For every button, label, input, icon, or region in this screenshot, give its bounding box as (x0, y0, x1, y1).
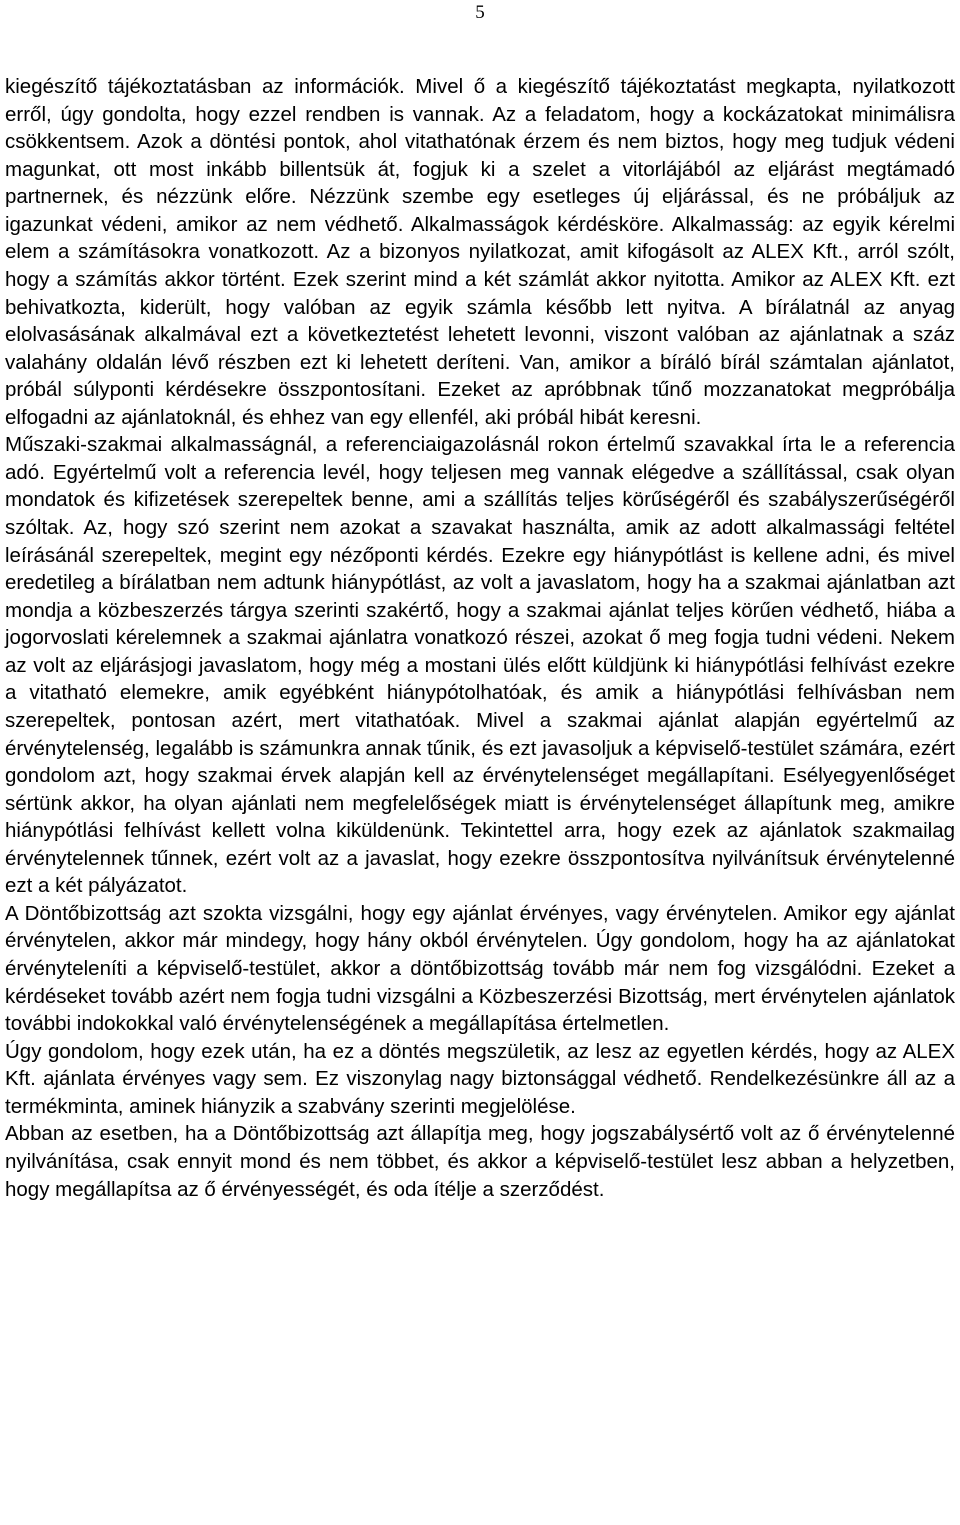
paragraph: A Döntőbizottság azt szokta vizsgálni, hogy egy ajánlat érvényes, vagy érvénytelen. Amikor egy ajánlat érvénytelen, akkor már mindegy, hogy hány okból érvénytelen. Úgy gondolom, hogy ha az ajánlatokat érvényteleníti a képviselő-testület, akkor a döntőbizottság tovább már nem fog vizsgálódni. Ezeket a kérdéseket tovább azért nem fogja tudni vizsgálni a Közbeszerzési Bizottság, mert érvénytelen ajánlatok további indokokkal való érvénytelenségének a megállapítása értelmetlen. (5, 901, 955, 1036)
paragraph: Abban az esetben, ha a Döntőbizottság azt állapítja meg, hogy jogszabálysértő volt az ő érvénytelenné nyilvánítása, csak ennyit mond és nem többet, és akkor a képviselő-testület lesz abban a helyzetben, hogy megállapítsa az ő érvényességét, és oda ítélje a szerződést. (5, 1122, 955, 1201)
paragraph: Műszaki-szakmai alkalmasságnál, a referenciaigazolásnál rokon értelmű szavakkal írta le a referencia adó. Egyértelmű volt a referencia levél, hogy teljesen meg vannak elégedve a szállítással, csak olyan mondatok és kifizetések szerepeltek benne, ami a szállítás teljes körűségéről és szabályszerűségéről szóltak. Az, hogy szó szerint nem azokat a szavakat használta, amik az adott alkalmassági feltétel leírásánál szerepeltek, megint egy nézőponti kérdés. Ezekre egy hiánypótlást is kellene adni, és mivel eredetileg a bírálatban nem adtunk hiánypótlást, az volt a javaslatom, hogy ha a szakmai ajánlatban azt mondja a közbeszerzés tárgya szerinti szakértő, hogy a szakmai ajánlat teljes körűen védhető, hiába a jogorvoslati kérelemnek a szakmai ajánlatra vonatkozó részei, azokat ő meg fogja tudni védeni. Nekem az volt az eljárásjogi javaslatom, hogy még a mostani ülés előtt küldjünk ki hiánypótlási felhívást ezekre a vitatható elemekre, amik egyébként hiánypótolhatóak, és amik a hiánypótlási felhívásban nem szerepeltek, pontosan azért, mert vitathatóak. Mivel a szakmai ajánlat alapján egyértelmű az érvénytelenség, legalább is számunkra annak tűnik, és ezt javasoljuk a képviselő-testület számára, ezért gondolom azt, hogy szakmai érvek alapján kell az érvénytelenséget megállapítani. Esélyegyenlőséget sértünk akkor, ha olyan ajánlati nem megfelelőségek miatt is érvénytelenséget állapítunk meg, amikre hiánypótlási felhívást kellett volna kiküldenünk. Tekintettel arra, hogy ezek az ajánlatok szakmailag érvénytelennek tűnnek, ezért volt az a javaslat, hogy ezekre összpontosítva nyilvánítsuk érvénytelenné ezt a két pályázatot. (5, 433, 955, 898)
page-number: 5 (475, 2, 485, 23)
paragraph: Úgy gondolom, hogy ezek után, ha ez a döntés megszületik, az lesz az egyetlen kérdés, hogy az ALEX Kft. ajánlata érvényes vagy sem. Ez viszonylag nagy biztonsággal védhető. Rendelkezésünkre áll az a termékminta, aminek hiányzik a szabvány szerinti megjelölése. (5, 1039, 955, 1118)
paragraph: kiegészítő tájékoztatásban az információk. Mivel ő a kiegészítő tájékoztatást megkapta, nyilatkozott erről, úgy gondolta, hogy ezzel rendben is vannak. Az a feladatom, hogy a kockázatokat minimálisra csökkentsem. Azok a döntési pontok, ahol vitathatónak érzem és nem biztos, hogy meg tudjuk védeni magunkat, ott most inkább billentsük át, fogjuk ki a szelet a vitorlájából az eljárást megtámadó partnernek, és nézzünk előre. Nézzünk szembe egy esetleges új eljárással, és ne próbáljuk az igazunkat védeni, amikor az nem védhető. Alkalmasságok kérdésköre. Alkalmasság: az egyik kérelmi elem a számításokra vonatkozott. Az a bizonyos nyilatkozat, amit kifogásolt az ALEX Kft., arról szólt, hogy a számítás akkor történt. Ezek szerint mind a két számlát akkor nyitotta. Amikor az ALEX Kft. ezt behivatkozta, kiderült, hogy valóban az egyik számla később lett nyitva. A bírálatnál az anyag elolvasásának alkalmával ezt a következtetést lehetett levonni, viszont valóban az ajánlatnak a száz valahány oldalán lévő részben ezt ki lehetett deríteni. Van, amikor a bíráló bírál számtalan ajánlatot, próbál súlyponti kérdésekre összpontosítani. Ezeket az apróbbnak tűnő mozzanatokat megpróbálja elfogadni az ajánlatoknál, és ehhez van egy ellenfél, aki próbál hibát keresni. (5, 75, 955, 429)
document-body (5, 73, 955, 1203)
